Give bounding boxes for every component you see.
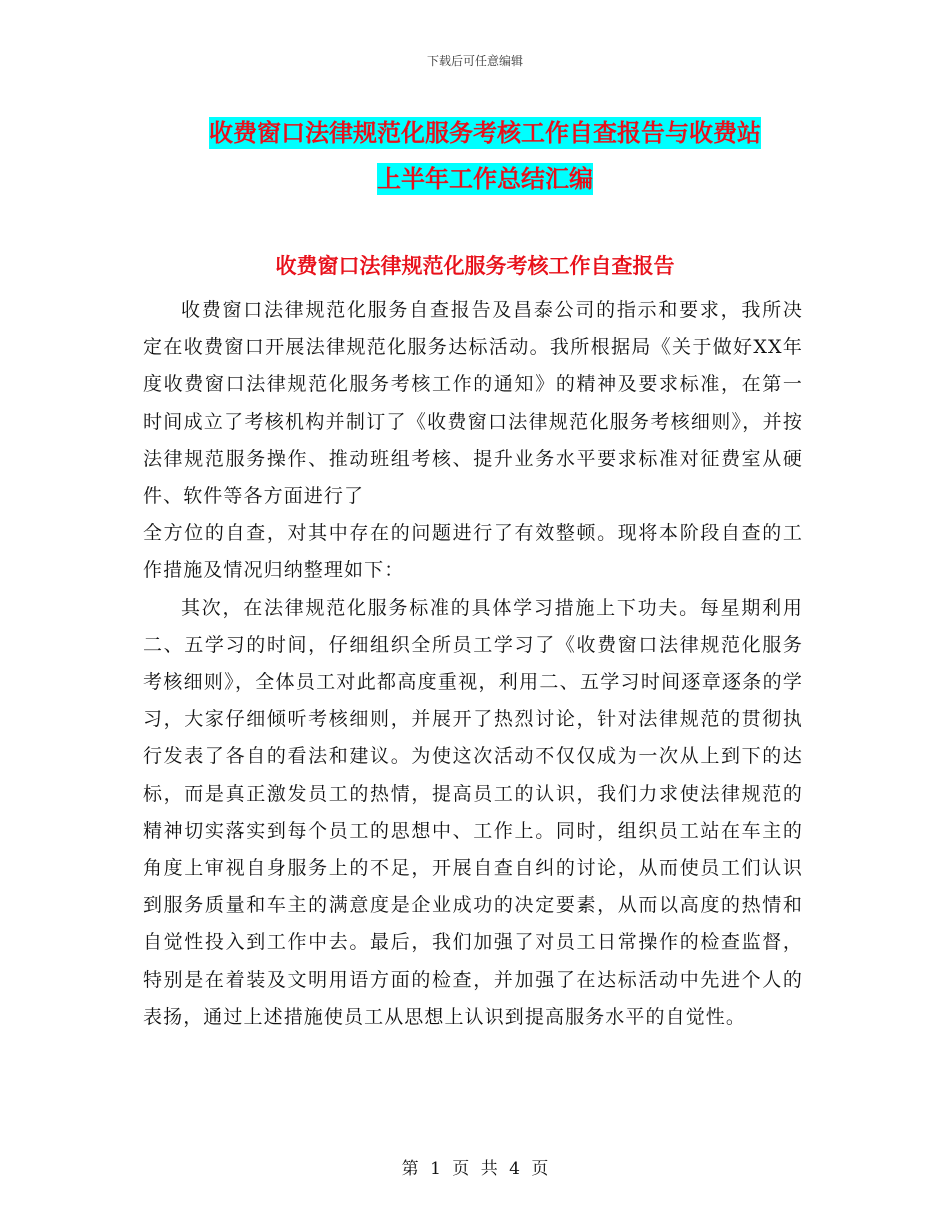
page-header-note: 下载后可任意编辑 [426,54,523,68]
document-body [143,292,803,1036]
document-title-line2: 上半年工作总结汇编 [377,165,593,193]
document-title [140,110,830,202]
paragraph-3: 其次，在法律规范化服务标准的具体学习措施上下功夫。每星期利用二、五学习的时间，仔细组织全所员工学习了《收费窗口法律规范化服务考核细则》，全体员工对此都高度重视，利用二、五学习时间逐章逐条的学习，大家仔细倾听考核细则，并展开了热烈讨论，针对法律规范的贯彻执行发表了各自的看法和建议。为使这次活动不仅仅成为一次从上到下的达标，而是真正激发员工的热情，提高员工的认识，我们力求使法律规范的精神切实落实到每个员工的思想中、工作上。同时，组织员工站在车主的角度上审视自身服务上的不足，开展自查自纠的讨论，从而使员工们认识到服务质量和车主的满意度是企业成功的决定要素，从而以高度的热情和自觉性投入到工作中去。最后，我们加强了对员工日常操作的检查监督，特别是在着装及文明用语方面的检查，并加强了在达标活动中先进个人的表扬，通过上述措施使员工从思想上认识到提高服务水平的自觉性。 [143,596,803,1028]
paragraph-1: 收费窗口法律规范化服务自查报告及昌泰公司的指示和要求，我所决定在收费窗口开展法律规范化服务达标活动。我所根据局《关于做好XX年度收费窗口法律规范化服务考核工作的通知》的精神及要求标准，在第一时间成立了考核机构并制订了《收费窗口法律规范化服务考核细则》，并按法律规范服务操作、推动班组考核、提升业务水平要求标准对征费室从硬件、软件等各方面进行了 [143,299,803,508]
document-title-line1: 收费窗口法律规范化服务考核工作自查报告与收费站 [209,119,761,147]
section-title: 收费窗口法律规范化服务考核工作自查报告 [275,254,675,278]
paragraph-2: 全方位的自查，对其中存在的问题进行了有效整顿。现将本阶段自查的工作措施及情况归纳整理如下： [143,522,803,582]
page-footer: 第 1 页 共 4 页 [401,1159,549,1179]
